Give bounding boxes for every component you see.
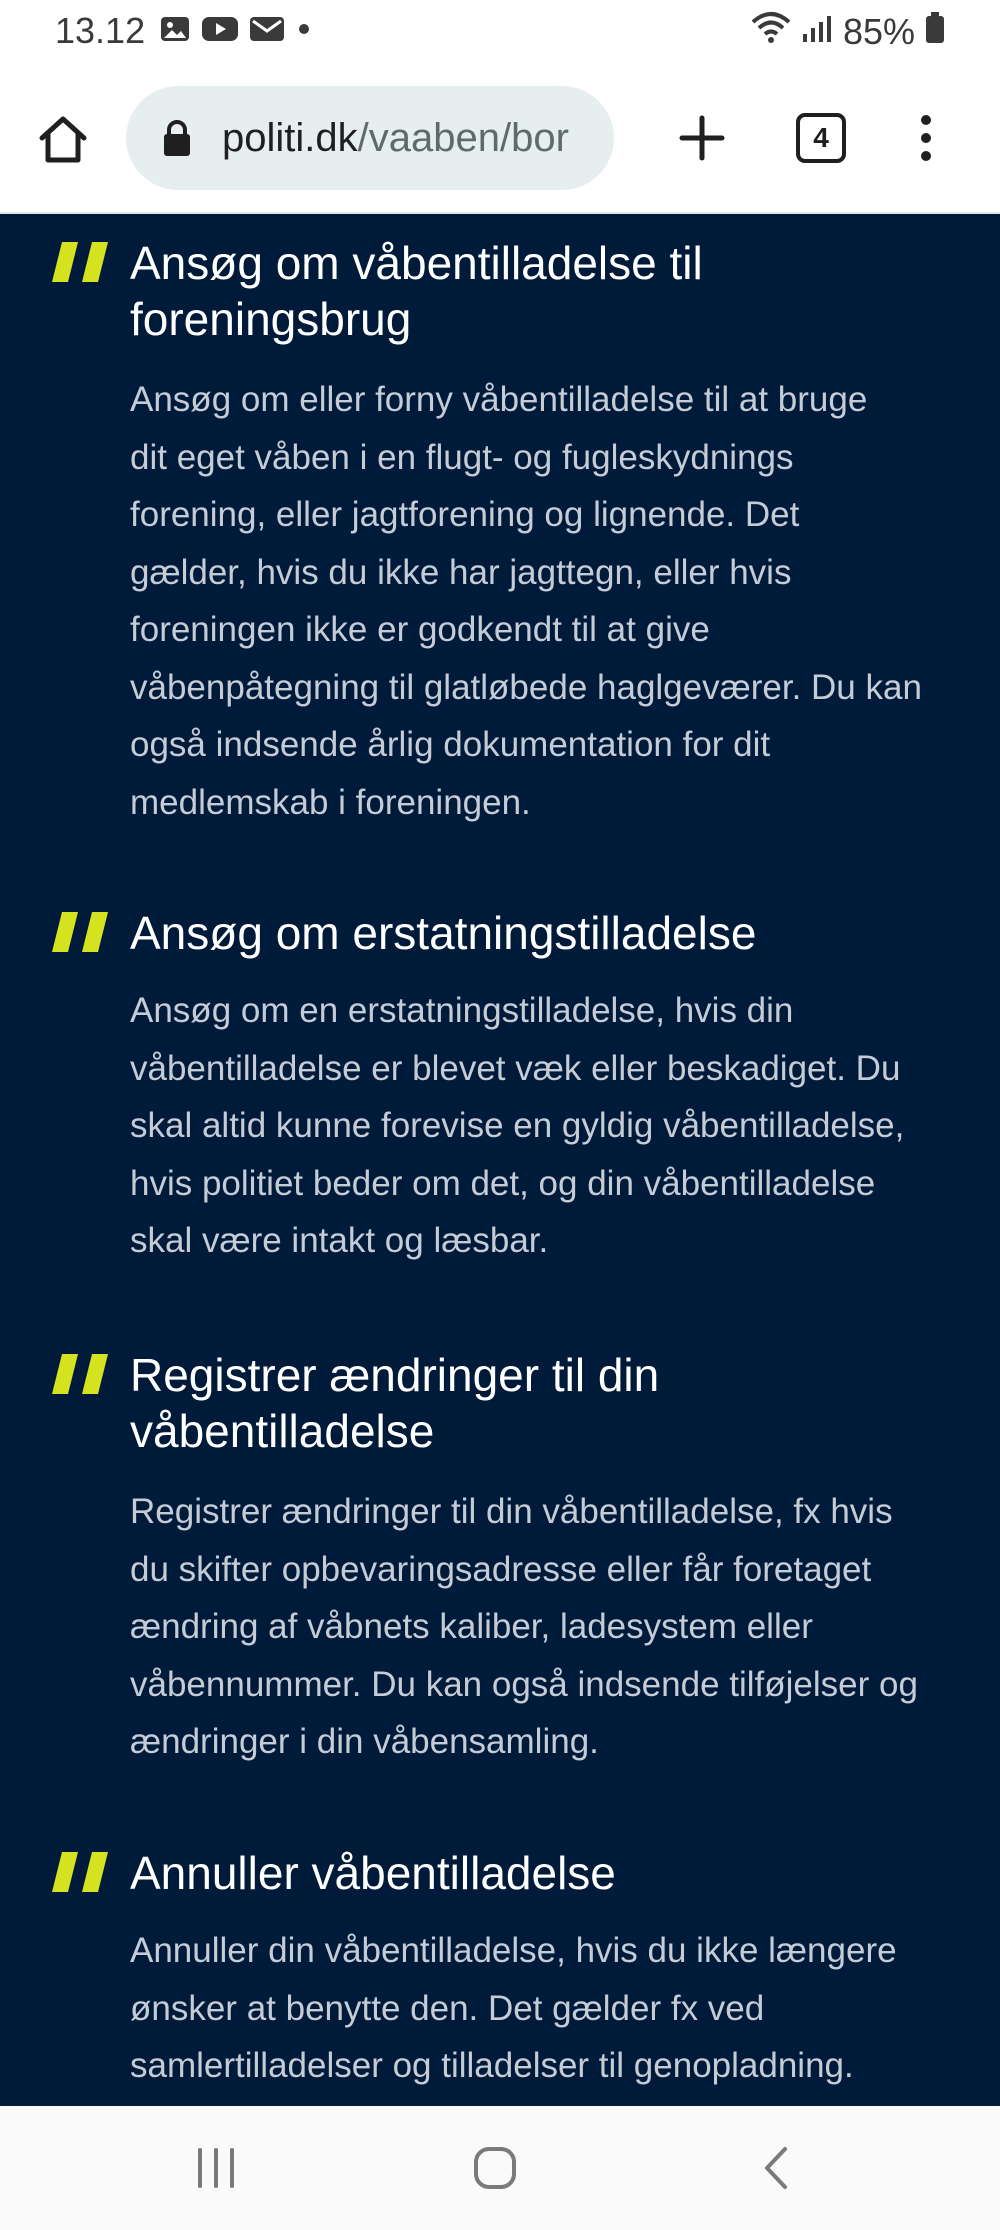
description-line: skal altid kunne forevise en gyldig våbentilladelse, bbox=[130, 1106, 905, 1145]
description-line: Ansøg om en erstatningstilladelse, hvis din bbox=[130, 991, 794, 1030]
service-description bbox=[130, 982, 970, 1270]
description-line: Ansøg om eller forny våbentilladelse til at bruge bbox=[130, 380, 868, 419]
description-line: ændring af våbnets kaliber, ladesystem eller bbox=[130, 1607, 813, 1646]
description-line: ønsker at benytte den. Det gælder fx ved bbox=[130, 1988, 765, 2028]
service-title-line: Ansøg om våbentilladelse til bbox=[130, 237, 703, 289]
url-domain: politi.dk bbox=[222, 115, 358, 160]
service-title[interactable] bbox=[130, 235, 950, 347]
description-line: våbennummer. Du kan også indsende tilføjelser og bbox=[130, 1664, 918, 1704]
service-title[interactable] bbox=[130, 905, 950, 961]
battery-icon bbox=[925, 11, 945, 53]
home-nav-button[interactable] bbox=[455, 2136, 535, 2200]
service-title-line: Registrer ændringer til din bbox=[130, 1349, 660, 1401]
battery-percent: 85% bbox=[842, 10, 915, 52]
recent-apps-button[interactable] bbox=[176, 2136, 256, 2200]
quote-marks-icon bbox=[52, 1852, 108, 1892]
lock-icon bbox=[160, 118, 194, 158]
more-menu-button[interactable] bbox=[904, 104, 948, 172]
url-text[interactable] bbox=[222, 116, 569, 161]
home-button[interactable] bbox=[30, 106, 96, 172]
service-title-line: foreningsbrug bbox=[130, 293, 412, 345]
recent-apps-icon bbox=[194, 2146, 238, 2190]
quote-marks-icon bbox=[52, 912, 108, 952]
dot-icon bbox=[296, 21, 312, 42]
description-line: dit eget våben i en flugt- og fugleskydnings bbox=[130, 437, 794, 477]
back-chevron-icon bbox=[761, 2145, 791, 2191]
description-line: også indsende årlig dokumentation for dit bbox=[130, 725, 771, 764]
description-line: Annuller din våbentilladelse, hvis du ikke længere bbox=[130, 1931, 897, 1970]
home-icon bbox=[36, 112, 90, 166]
service-title-line: Annuller våbentilladelse bbox=[130, 1847, 616, 1899]
description-line: gælder, hvis du ikke har jagttegn, eller hvis bbox=[130, 552, 792, 592]
browser-toolbar bbox=[0, 64, 1000, 214]
description-line: våbentilladelse er blevet væk eller beskadiget. Du bbox=[130, 1048, 901, 1088]
tab-count: 4 bbox=[796, 113, 846, 163]
service-title-line: våbentilladelse bbox=[130, 1405, 435, 1457]
mail-icon bbox=[250, 15, 284, 48]
status-bar bbox=[0, 0, 1000, 64]
address-bar[interactable] bbox=[126, 86, 614, 190]
plus-icon bbox=[678, 114, 726, 162]
description-line: våbenpåtegning til glatløbede haglgeværer. Du kan bbox=[130, 667, 922, 707]
description-line: hvis politiet beder om det, og din våbentilladelse bbox=[130, 1163, 876, 1203]
gallery-icon bbox=[160, 14, 190, 49]
more-vert-icon bbox=[918, 114, 934, 162]
description-line: ændringer i din våbensamling. bbox=[130, 1722, 599, 1761]
description-line: samlertilladelser og tilladelser til genopladning. bbox=[130, 2046, 854, 2085]
description-line: medlemskab i foreningen. bbox=[130, 782, 531, 822]
new-tab-button[interactable] bbox=[668, 104, 736, 172]
tab-switcher-button[interactable] bbox=[795, 112, 847, 164]
service-title-line: Ansøg om erstatningstilladelse bbox=[130, 907, 757, 959]
description-line: forening, eller jagtforening og lignende. Det bbox=[130, 495, 800, 534]
quote-marks-icon bbox=[52, 1354, 108, 1394]
description-line: du skifter opbevaringsadresse eller får foretaget bbox=[130, 1549, 872, 1589]
service-description bbox=[130, 1922, 970, 2095]
description-line: foreningen ikke er godkendt til at give bbox=[130, 610, 710, 649]
description-line: skal være intakt og læsbar. bbox=[130, 1221, 549, 1260]
content-area bbox=[0, 214, 1000, 2106]
system-nav-bar bbox=[0, 2106, 1000, 2230]
description-line: Registrer ændringer til din våbentilladelse, fx hvis bbox=[130, 1492, 893, 1531]
quote-marks-icon bbox=[52, 242, 108, 282]
service-title[interactable] bbox=[130, 1347, 950, 1459]
service-description bbox=[130, 1483, 970, 1771]
signal-icon bbox=[801, 11, 833, 53]
status-time: 13.12 bbox=[55, 10, 146, 51]
youtube-icon bbox=[202, 15, 238, 48]
back-button[interactable] bbox=[736, 2136, 816, 2200]
url-path: /vaaben/bor bbox=[357, 115, 569, 160]
service-title[interactable] bbox=[130, 1845, 950, 1901]
home-circle-icon bbox=[472, 2145, 518, 2191]
wifi-icon bbox=[751, 10, 791, 53]
service-description bbox=[130, 371, 970, 831]
